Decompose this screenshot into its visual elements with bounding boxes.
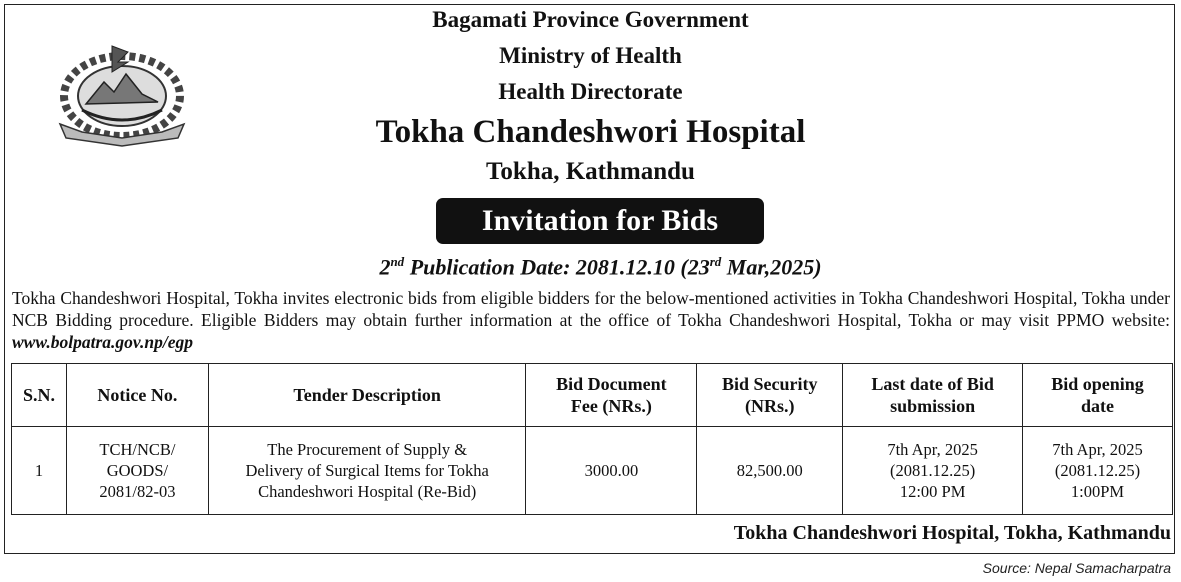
footer-signature: Tokha Chandeshwori Hospital, Tokha, Kathmandu [733, 522, 1171, 544]
province-heading: Bagamati Province Government [432, 7, 749, 32]
publication-date: 2nd Publication Date: 2081.12.10 (23rd Mar,2025) [379, 254, 822, 280]
ppmo-website-link[interactable]: www.bolpatra.gov.np/egp [12, 332, 194, 352]
cell-notice-no: TCH/NCB/ GOODS/ 2081/82-03 [66, 427, 208, 515]
cell-sn: 1 [12, 427, 67, 515]
col-bid-document-fee: Bid Document Fee (NRs.) [526, 364, 697, 427]
col-notice-no: Notice No. [66, 364, 208, 427]
col-bid-security: Bid Security (NRs.) [697, 364, 843, 427]
page-title: Invitation for Bids [436, 198, 764, 244]
col-sn: S.N. [12, 364, 67, 427]
cell-bid-document-fee: 3000.00 [526, 427, 697, 515]
hospital-location: Tokha, Kathmandu [486, 158, 695, 185]
directorate-heading: Health Directorate [498, 79, 683, 104]
col-bid-opening: Bid opening date [1023, 364, 1173, 427]
table-header-row [12, 364, 1173, 427]
cell-last-date: 7th Apr, 2025 (2081.12.25) 12:00 PM [843, 427, 1023, 515]
col-last-date: Last date of Bid submission [843, 364, 1023, 427]
cell-bid-opening: 7th Apr, 2025 (2081.12.25) 1:00PM [1023, 427, 1173, 515]
col-tender-description: Tender Description [208, 364, 526, 427]
cell-bid-security: 82,500.00 [697, 427, 843, 515]
intro-paragraph: Tokha Chandeshwori Hospital, Tokha invites electronic bids from eligible bidders for the below-mentioned activities in Tokha Chandeshwori Hospital, Tokha under NCB Bidding procedure. Eligible Bidders may obtain further information at the office of Tokha Chandeshwori Hospital, Tokha or may visit PPMO website: www.bolpatra.gov.np/egp [12, 288, 1170, 352]
hospital-name: Tokha Chandeshwori Hospital [375, 114, 806, 150]
bids-table [11, 363, 1173, 515]
source-credit: Source: Nepal Samacharpatra [982, 560, 1171, 576]
cell-tender-description: The Procurement of Supply & Delivery of Surgical Items for Tokha Chandeshwori Hospital (Re-Bid) [208, 427, 526, 515]
table-row [12, 427, 1173, 515]
ministry-heading: Ministry of Health [499, 43, 682, 68]
